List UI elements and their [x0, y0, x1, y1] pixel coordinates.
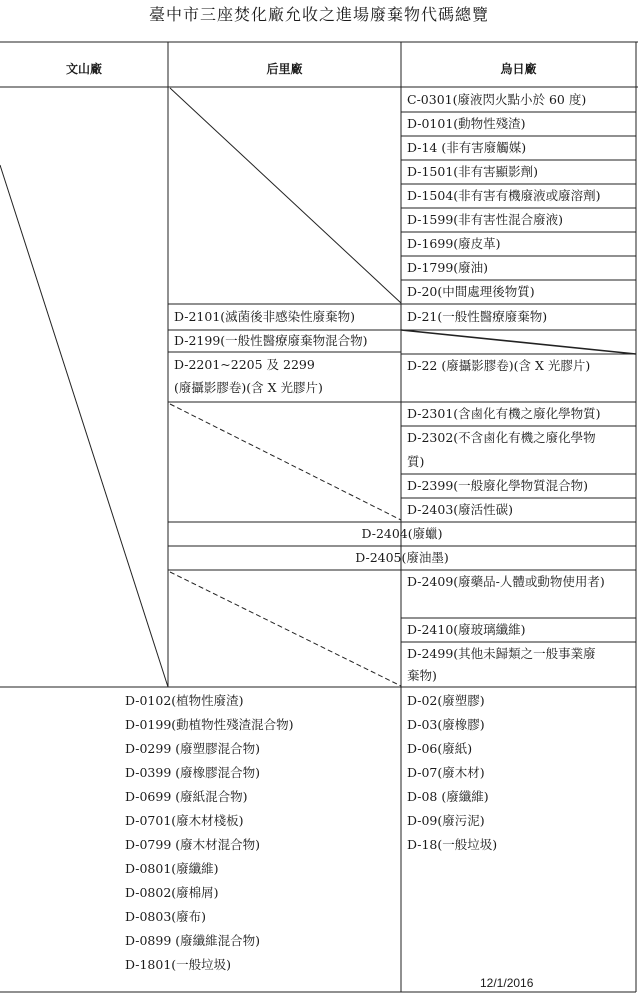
common-list-left: [125, 689, 294, 977]
wuri-item: D-1504(非有害有機廢液或廢溶劑): [407, 188, 601, 203]
wuri-item: D-20(中間處理後物質): [407, 284, 535, 299]
wuri-item: D-2399(一般廢化學物質混合物): [407, 478, 589, 493]
wuri-item: 質): [407, 454, 425, 469]
list-item: D-0699 (廢紙混合物): [125, 789, 248, 804]
wuri-item: D-1599(非有害性混合廢液): [407, 212, 564, 227]
list-item: D-0701(廢木材棧板): [125, 813, 244, 828]
list-item: D-0803(廢布): [125, 909, 207, 924]
list-item: D-0802(廢棉屑): [125, 885, 219, 900]
document-date: 12/1/2016: [480, 976, 534, 990]
houli-item: D-2201~2205 及 2299: [174, 357, 315, 372]
wuri-item: D-21(一般性醫療廢棄物): [407, 309, 548, 324]
list-item: D-06(廢紙): [407, 741, 473, 756]
header-wuri: 烏日廠: [500, 62, 537, 76]
wuri-item: D-2403(廢活性碳): [407, 502, 514, 517]
houli-item: D-2199(一般性醫療廢棄物混合物): [174, 333, 368, 348]
list-item: D-0801(廢纖維): [125, 861, 219, 876]
list-item: D-18(一般垃圾): [407, 837, 498, 852]
wuri-item: D-2301(含鹵化有機之廢化學物質): [407, 406, 601, 421]
wuri-item: D-2410(廢玻璃纖維): [407, 622, 526, 637]
wuri-item: D-2499(其他未歸類之一般事業廢: [407, 646, 596, 661]
list-item: D-0299 (廢塑膠混合物): [125, 741, 261, 756]
wuri-item: D-0101(動物性殘渣): [407, 116, 526, 131]
list-item: D-0899 (廢纖維混合物): [125, 933, 261, 948]
shared-row: D-2405(廢油墨): [355, 550, 449, 565]
wuri-item: D-1699(廢皮革): [407, 236, 501, 251]
wuri-item: 棄物): [407, 668, 437, 683]
list-item: D-08 (廢纖維): [407, 789, 489, 804]
list-item: D-03(廢橡膠): [407, 717, 485, 732]
wuri-item: D-2409(廢藥品-人體或動物使用者): [407, 574, 605, 589]
houli-item: (廢攝影膠卷)(含 X 光膠片): [174, 380, 323, 395]
wuri-item: D-2302(不含鹵化有機之廢化學物: [407, 430, 596, 445]
wuri-item: D-1799(廢油): [407, 260, 489, 275]
shared-row: D-2404(廢蠟): [361, 526, 443, 541]
wuri-item: C-0301(廢液閃火點小於 60 度): [407, 92, 587, 107]
wuri-item: D-14 (非有害廢觸媒): [407, 140, 527, 155]
list-item: D-09(廢污泥): [407, 813, 485, 828]
list-item: D-0102(植物性廢渣): [125, 693, 244, 708]
header-houli: 后里廠: [266, 62, 303, 76]
list-item: D-0399 (廢橡膠混合物): [125, 765, 261, 780]
header-wenshan: 文山廠: [65, 62, 102, 76]
list-item: D-0799 (廢木材混合物): [125, 837, 261, 852]
wuri-item: D-1501(非有害顯影劑): [407, 164, 539, 179]
page-title: 臺中市三座焚化廠允收之進場廢棄物代碼總覽: [148, 5, 489, 24]
list-item: D-1801(一般垃圾): [125, 957, 232, 972]
list-item: D-02(廢塑膠): [407, 693, 485, 708]
common-list-right: [407, 689, 497, 857]
wuri-item: D-22 (廢攝影膠卷)(含 X 光膠片): [407, 358, 591, 373]
houli-item: D-2101(滅菌後非感染性廢棄物): [174, 309, 356, 324]
list-item: D-07(廢木材): [407, 765, 485, 780]
list-item: D-0199(動植物性殘渣混合物): [125, 717, 294, 732]
